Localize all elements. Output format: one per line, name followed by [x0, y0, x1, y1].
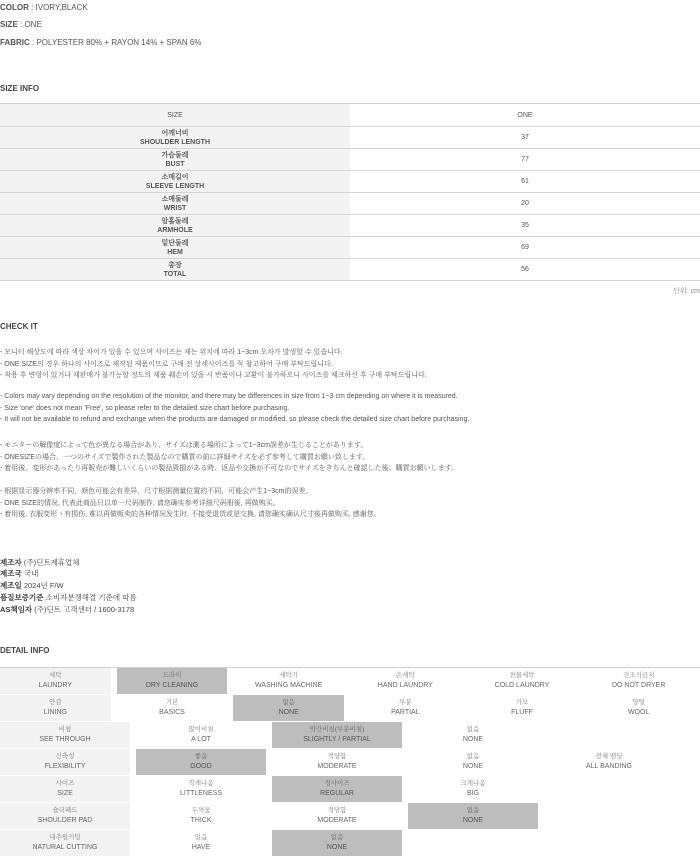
size-info-title: SIZE INFO — [0, 84, 40, 93]
check-line: - It will not be available to refund and exchange when the products are damaged or modified, so please check the detailed size chart before purchasing. — [0, 416, 470, 423]
measure-name-cell — [0, 149, 350, 170]
detail-en: LITTLENESS — [179, 790, 222, 797]
size-line — [0, 20, 42, 29]
detail-option — [136, 830, 266, 856]
detail-option-selected — [233, 695, 344, 721]
detail-category-cell — [0, 722, 130, 748]
measure-kr: 가슴둘레 — [161, 151, 189, 159]
detail-option — [408, 776, 538, 802]
measure-en: SHOULDER LENGTH — [140, 138, 210, 146]
detail-option-selected — [408, 803, 538, 829]
detail-row — [0, 803, 700, 830]
detail-kr: 비침 — [58, 726, 72, 733]
detail-en: NONE — [278, 709, 299, 716]
unit-label: 단위: cm — [673, 288, 700, 295]
measure-name-cell — [0, 237, 350, 258]
detail-kr: 없음 — [466, 753, 480, 760]
measure-kr: 소매둘레 — [161, 195, 189, 203]
detail-en: HAND LAUNDRY — [377, 682, 433, 689]
detail-kr: 양털 — [632, 699, 645, 706]
detail-en: NONE — [462, 763, 484, 770]
detail-kr: 없음 — [466, 807, 480, 814]
color-label: COLOR — [0, 3, 29, 12]
detail-category-cell — [0, 803, 130, 829]
detail-row — [0, 695, 700, 722]
detail-option — [136, 776, 266, 802]
size-table-row — [0, 237, 700, 259]
detail-en: MODERATE — [317, 763, 357, 770]
measure-en: WRIST — [163, 204, 187, 212]
maker-info-key: AS책임자 — [0, 605, 33, 614]
detail-kr: 숄더패드 — [52, 807, 78, 814]
check-line: - 根据显示器分辨率不同，颜色可能会有差异，尺寸根据测量位置的不同，可能会产生1~3cm的误差。 — [0, 488, 313, 495]
detail-en: PARTIAL — [391, 709, 420, 716]
maker-info-value: 국내 — [21, 569, 39, 578]
measure-kr: 총장 — [168, 261, 182, 269]
detail-option-selected — [272, 722, 402, 748]
maker-info-value: 2024년 F/W — [21, 581, 64, 590]
detail-kr: 크게나옴 — [460, 780, 486, 787]
detail-option-selected — [272, 830, 402, 856]
measure-value-cell: 35 — [521, 222, 529, 229]
detail-option-selected — [117, 668, 228, 694]
measure-en: TOTAL — [163, 270, 187, 278]
measure-kr: 소매길이 — [161, 173, 189, 181]
measure-value-cell: 69 — [521, 244, 529, 251]
size-table-row — [0, 215, 700, 237]
detail-kr: 손세탁 — [395, 672, 415, 679]
detail-en: GOOD — [190, 763, 212, 770]
check-it-title: CHECK IT — [0, 322, 38, 331]
measure-kr: 밑단둘레 — [161, 239, 189, 247]
maker-info-key: 제조일 — [0, 581, 22, 590]
check-line: - ONE SIZE의 경우 하나의 사이즈로 제작된 제품이므로 구매 전 상세사이즈를 꼭 참고하여 구매 부탁드립니다. — [0, 361, 333, 368]
detail-en: NONE — [462, 736, 484, 743]
detail-row — [0, 668, 700, 695]
detail-option — [272, 803, 402, 829]
detail-en: HAVE — [191, 844, 211, 851]
detail-info-title: DETAIL INFO — [0, 646, 50, 655]
measure-value-cell: 37 — [521, 134, 529, 141]
detail-kr: 작게나옴 — [188, 780, 214, 787]
check-line: - 着用後、変形があったり再販売が難しいくらいの製品毀損がある時、返品や交換が不可なのでサイズをきちんと確認した後、購買お願いします。 — [0, 465, 459, 472]
maker-info-line — [0, 580, 64, 591]
detail-kr: 내추럴커팅 — [49, 834, 81, 841]
check-line: - ONESIZEの場合、一つのサイズで製作された製品なので購買の前に詳細サイズを必ず参考して購買お願い致します。 — [0, 454, 370, 461]
detail-option — [136, 803, 266, 829]
check-line: - Size 'one' does not mean 'Free', so please refer to the detailed size chart before purchasing. — [0, 405, 290, 412]
detail-en: NONE — [326, 844, 348, 851]
measure-en: HEM — [167, 248, 183, 256]
measure-en: SLEEVE LENGTH — [145, 182, 205, 190]
size-table-row — [0, 149, 700, 171]
detail-kr: 적당함 — [327, 753, 347, 760]
detail-kr: 있음 — [194, 834, 208, 841]
detail-option — [136, 722, 266, 748]
detail-grid — [0, 667, 700, 857]
detail-option-selected — [272, 776, 402, 802]
detail-row — [0, 749, 700, 776]
detail-kr: 부분 — [399, 699, 412, 706]
fabric-line — [0, 38, 201, 47]
detail-en: FLUFF — [511, 709, 533, 716]
detail-kr: 사이즈 — [55, 780, 75, 787]
size-table-row — [0, 127, 700, 149]
detail-option — [467, 695, 578, 721]
detail-en: WOOL — [628, 709, 650, 716]
detail-option — [272, 749, 402, 775]
detail-kr: 적당함 — [327, 807, 347, 814]
detail-kr: 없음 — [466, 726, 480, 733]
detail-kr: 찬물세탁 — [509, 672, 535, 679]
detail-kr: 세탁기 — [279, 672, 299, 679]
maker-info-value: (주)딘트 고객센터 / 1600-3178 — [32, 605, 135, 614]
detail-kr: 정사이즈 — [324, 780, 350, 787]
detail-row — [0, 830, 700, 857]
measure-kr: 어깨너비 — [161, 129, 189, 137]
maker-info-line — [0, 568, 38, 579]
detail-en: LAUNDRY — [38, 682, 72, 689]
detail-kr: 두꺼움 — [191, 807, 211, 814]
size-value: : ONE — [17, 20, 42, 29]
detail-en: REGULAR — [320, 790, 354, 797]
detail-en: SEE THROUGH — [39, 736, 91, 743]
measure-value-cell: 61 — [521, 178, 529, 185]
measure-en: BUST — [165, 160, 185, 168]
size-label: SIZE — [0, 20, 18, 29]
detail-option — [408, 722, 538, 748]
detail-en: WASHING MACHINE — [254, 682, 323, 689]
detail-en: ALL BANDING — [585, 763, 633, 770]
size-table-row — [0, 193, 700, 215]
detail-en: NATURAL CUTTING — [32, 844, 98, 851]
color-line — [0, 3, 88, 12]
size-table-row — [0, 171, 700, 193]
measure-value-cell: 20 — [521, 200, 529, 207]
detail-option — [583, 668, 694, 694]
measure-value-cell: 56 — [521, 266, 529, 273]
detail-option — [583, 695, 694, 721]
detail-kr: 없음 — [282, 699, 295, 706]
detail-option — [350, 695, 461, 721]
maker-info-key: 제조자 — [0, 558, 22, 567]
measure-en: ARMHOLE — [157, 226, 193, 234]
detail-en: DRY CLEANING — [145, 682, 199, 689]
detail-kr: 신축성 — [55, 753, 75, 760]
detail-option — [233, 668, 344, 694]
detail-category-cell — [0, 695, 111, 721]
fabric-label: FABRIC — [0, 38, 30, 47]
detail-en: SLIGHTLY / PARTIAL — [303, 736, 371, 743]
detail-kr: 전체 밴딩 — [595, 753, 623, 760]
detail-en: NONE — [462, 817, 484, 824]
detail-option — [544, 749, 674, 775]
detail-option — [117, 695, 228, 721]
detail-kr: 없음 — [330, 834, 344, 841]
size-table-row — [0, 259, 700, 281]
measure-name-cell — [0, 171, 350, 192]
detail-category-cell — [0, 668, 111, 694]
detail-kr: 기본 — [165, 699, 179, 706]
maker-info-value: (주)딘트제휴업체 — [21, 558, 80, 567]
detail-en: BASICS — [159, 709, 185, 716]
detail-en: SIZE — [57, 790, 73, 797]
maker-info-line — [0, 592, 137, 603]
detail-option — [350, 668, 461, 694]
detail-kr: 약간비침(부분비침) — [309, 726, 365, 733]
measure-name-cell — [0, 259, 350, 280]
detail-row — [0, 722, 700, 749]
detail-category-cell — [0, 749, 130, 775]
check-line: - 모니터 해상도에 따라 색상 차이가 있을 수 있으며 사이즈는 재는 위치에 따라 1~3cm 오차가 발생할 수 있습니다. — [0, 349, 343, 356]
detail-en: MODERATE — [317, 817, 357, 824]
check-line: - モニターの解像度によって色が異なる場合があり、サイズは測る場所によって1~3cm誤差が生じることがあります。 — [0, 442, 368, 449]
detail-category-cell — [0, 830, 130, 856]
fabric-value: : POLYESTER 80% + RAYON 14% + SPAN 6% — [29, 38, 202, 47]
one-header-cell: ONE — [517, 111, 533, 119]
detail-kr: 건조기금지 — [622, 672, 655, 679]
measure-kr: 암홀둘레 — [161, 217, 189, 225]
detail-kr: 많이비침 — [188, 726, 214, 733]
size-header-cell: SIZE — [0, 104, 350, 126]
detail-en: FLEXIBILITY — [44, 763, 86, 770]
measure-name-cell — [0, 215, 350, 236]
check-line: - 着用後, 衣服变形丶有损伤, 难以再做贩卖的各种情况发生时, 不接受退货或是交换, 请您确实确认尺寸後再做购买, 感谢您。 — [0, 511, 381, 518]
size-table-header — [0, 104, 700, 127]
maker-info-key: 제조국 — [0, 569, 22, 578]
maker-info-line — [0, 557, 80, 568]
detail-en: THICK — [190, 817, 212, 824]
measure-value-cell: 77 — [521, 156, 529, 163]
detail-option — [408, 749, 538, 775]
size-table — [0, 103, 700, 281]
detail-kr: 드라이 — [162, 672, 182, 679]
detail-kr: 좋음 — [194, 753, 208, 760]
detail-option — [467, 668, 578, 694]
maker-info-key: 품질보증기준 — [0, 593, 44, 602]
detail-en: LINING — [43, 709, 67, 716]
detail-en: DO NOT DRYER — [611, 682, 666, 689]
maker-info-value: 소비자분쟁해결 기준에 따름 — [43, 593, 137, 602]
detail-category-cell — [0, 776, 130, 802]
detail-option-selected — [136, 749, 266, 775]
measure-name-cell — [0, 127, 350, 148]
color-value: : IVORY,BLACK — [28, 3, 88, 12]
detail-kr: 세탁 — [49, 672, 62, 679]
measure-name-cell — [0, 193, 350, 214]
check-line: - 착용 후 변형이 있거나 재판매가 불가능할 정도의 제품 훼손이 있을 시 반품이나 교환이 불가하오니 사이즈를 체크하신 후 구매 부탁드립니다. — [0, 372, 427, 379]
maker-info-line — [0, 604, 134, 615]
detail-row — [0, 776, 700, 803]
detail-en: BIG — [466, 790, 480, 797]
detail-kr: 안감 — [49, 699, 62, 706]
detail-en: A LOT — [191, 736, 211, 743]
check-line: - ONE SIZE的情况, 代表此商品只以单一尺码制作, 请您确实参考详细尺码册後, 再做购买。 — [0, 500, 280, 507]
detail-kr: 기모 — [515, 699, 529, 706]
detail-en: COLD LAUNDRY — [494, 682, 550, 689]
detail-en: SHOULDER PAD — [37, 817, 93, 824]
check-line: - Colors may vary depending on the resolution of the monitor, and there may be differences in size from 1~3 cm depending on where it is measured. — [0, 393, 458, 400]
